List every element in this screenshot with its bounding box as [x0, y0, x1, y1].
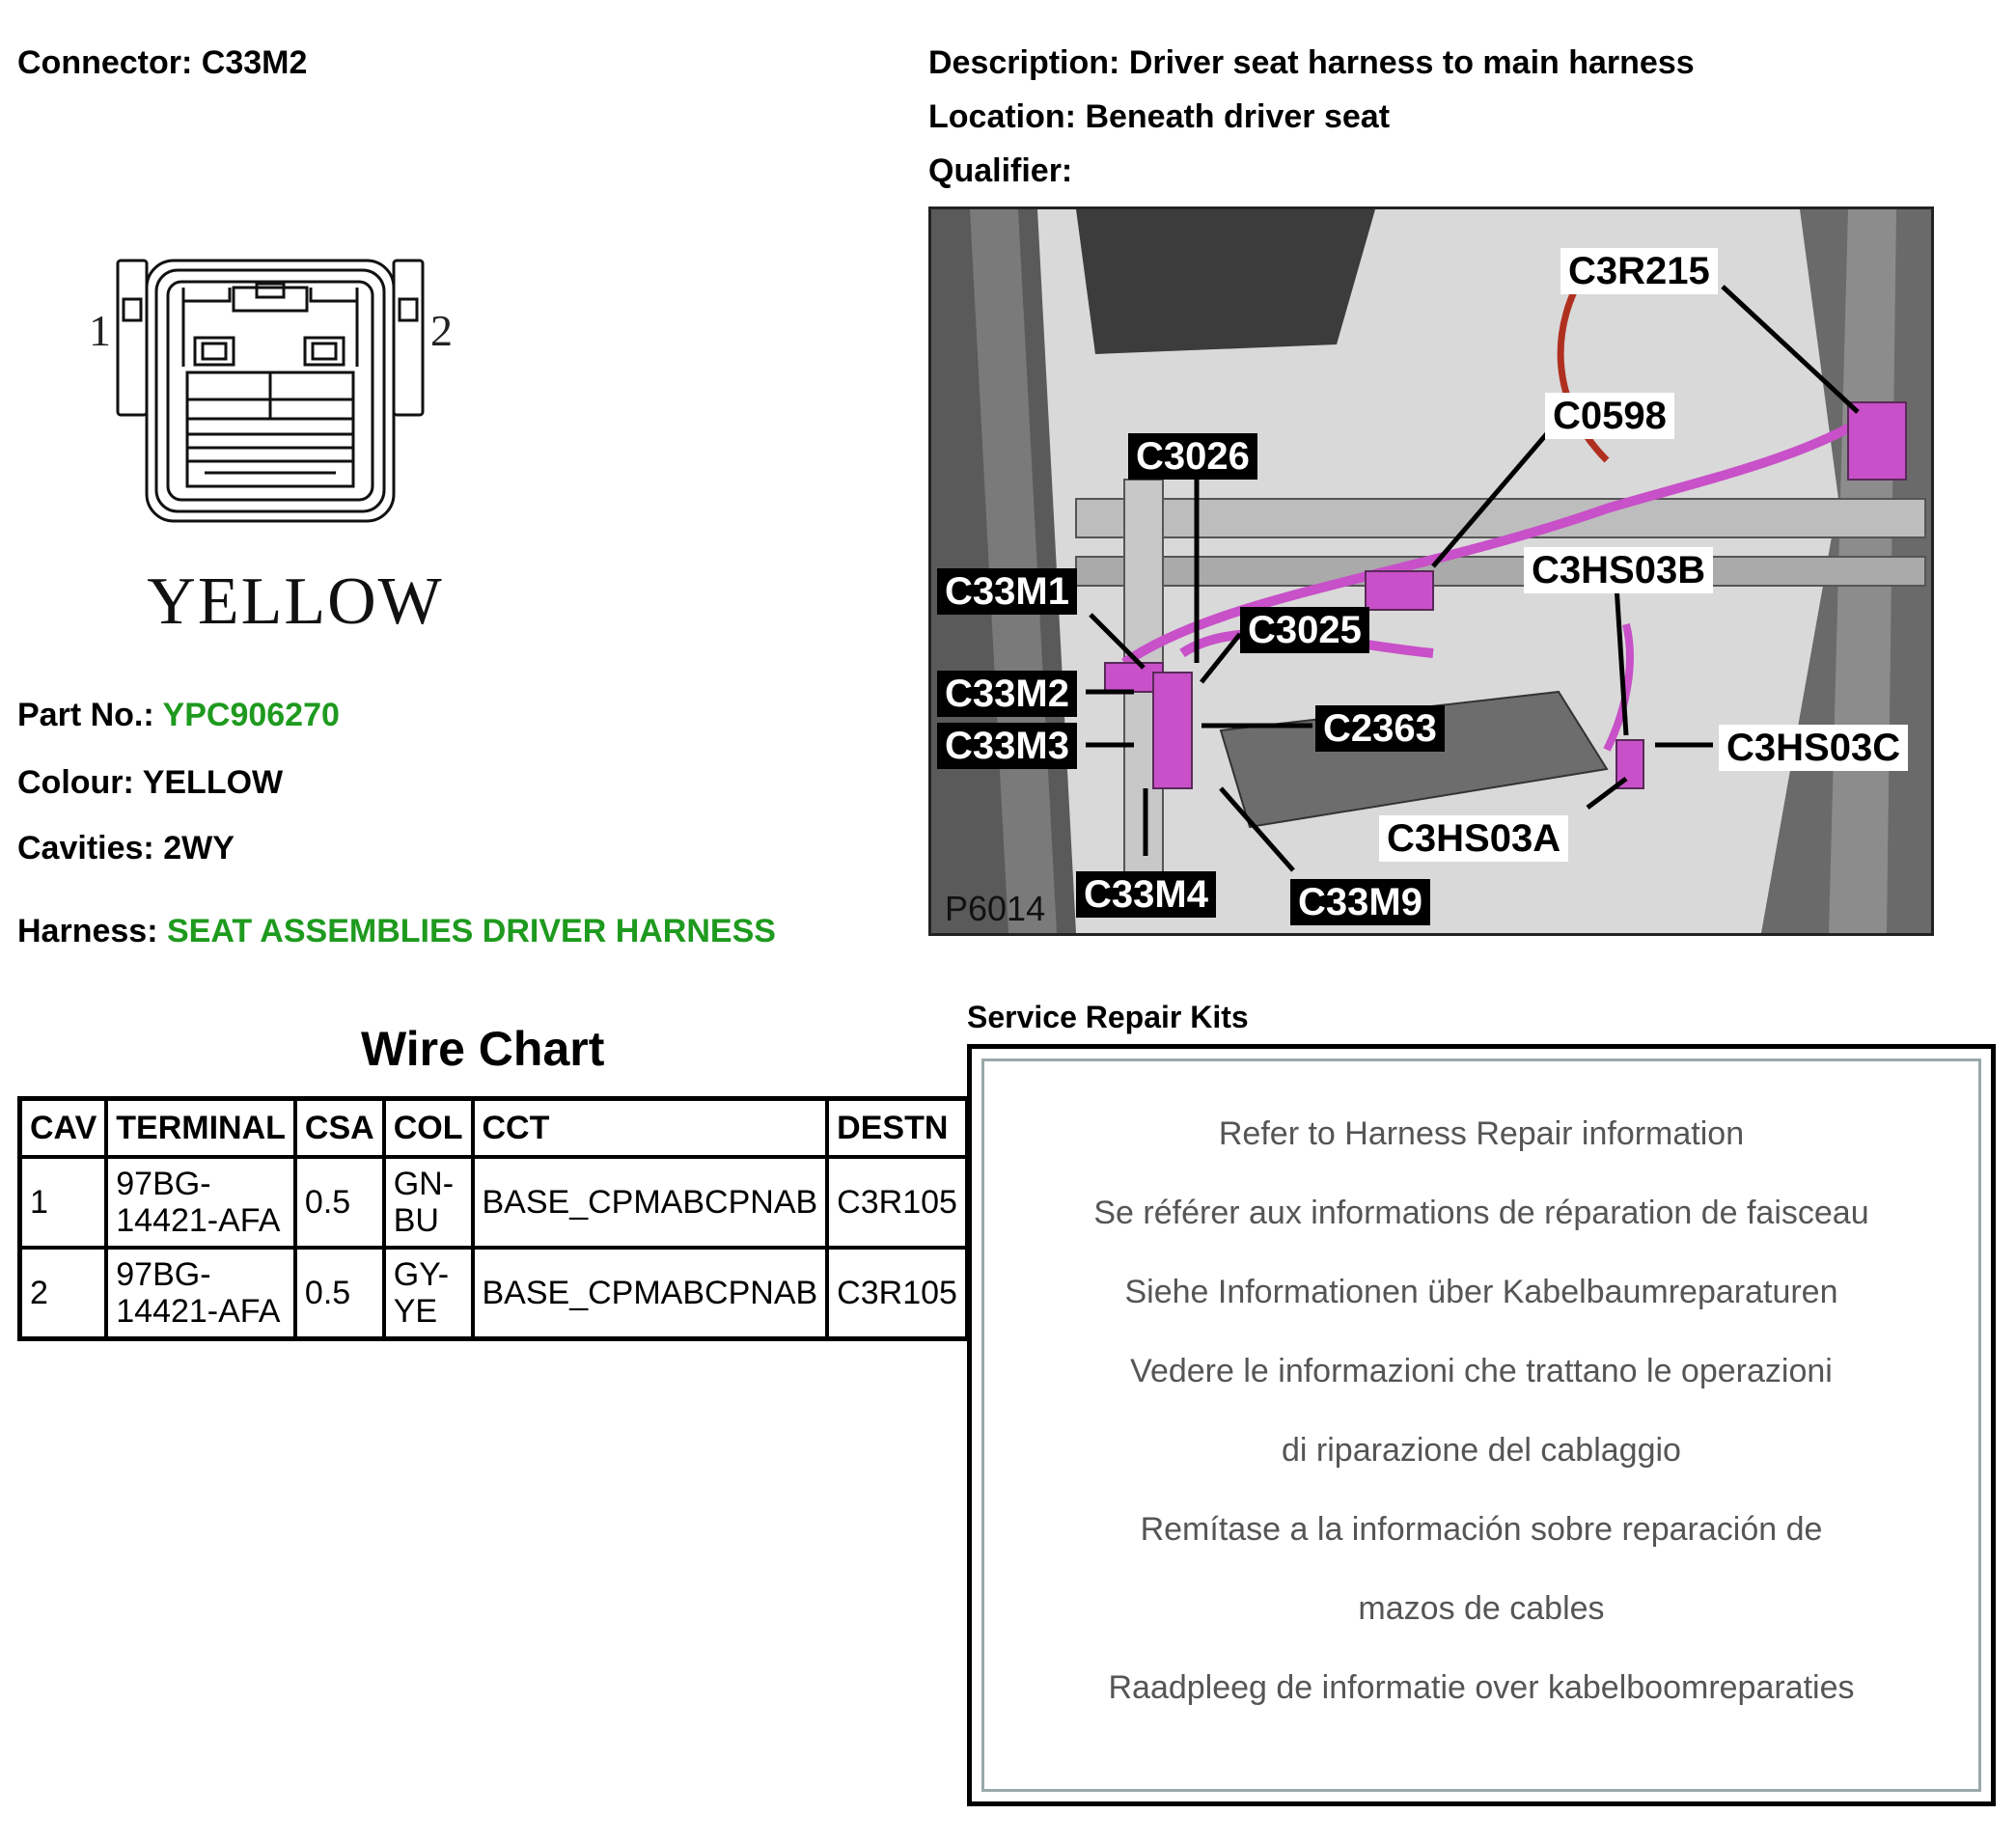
colour-value: YELLOW — [142, 764, 284, 801]
col-header-cav: CAV — [20, 1099, 107, 1158]
terminal-part-b: 14421-AFA — [116, 1293, 281, 1330]
cavities-label: Cavities: — [17, 830, 154, 866]
col-header-csa: CSA — [295, 1099, 384, 1158]
colour-label: Colour: — [17, 764, 134, 801]
diagram-colour-label: YELLOW — [147, 564, 444, 639]
cell-cav: 2 — [20, 1248, 107, 1339]
col-part-a: GN- — [393, 1166, 455, 1202]
location-value: Beneath driver seat — [1085, 98, 1391, 135]
callout-c3hs03b: C3HS03B — [1524, 547, 1713, 593]
part-no-label: Part No.: — [17, 697, 154, 733]
cavities-value: 2WY — [163, 830, 235, 866]
wire-chart-title: Wire Chart — [361, 1022, 605, 1076]
cell-cct: BASE_CPMABCPNAB — [473, 1157, 828, 1248]
cell-destn: C3R105 — [827, 1157, 967, 1248]
cell-cav: 1 — [20, 1157, 107, 1248]
callout-c33m2: C33M2 — [937, 671, 1077, 717]
col-part-a: GY- — [393, 1256, 450, 1293]
cell-destn: C3R105 — [827, 1248, 967, 1339]
srk-line-it-1: Vedere le informazioni che trattano le operazioni — [1130, 1353, 1833, 1389]
callout-c3026: C3026 — [1128, 433, 1257, 480]
wire-chart-header-row — [20, 1099, 968, 1158]
callout-c33m9: C33M9 — [1290, 879, 1430, 925]
location-info — [928, 98, 1390, 136]
colour-info — [17, 764, 283, 802]
connector-value: C33M2 — [201, 44, 308, 81]
srk-line-fr: Se référer aux informations de réparation de faisceau — [1093, 1195, 1869, 1231]
connector-drawing — [87, 241, 473, 646]
terminal-part-a: 97BG- — [116, 1166, 211, 1202]
callout-c33m1: C33M1 — [937, 568, 1077, 615]
callout-c3025: C3025 — [1240, 607, 1369, 653]
col-header-col: COL — [384, 1099, 473, 1158]
pin-2-label: 2 — [430, 306, 453, 355]
table-row — [20, 1157, 968, 1248]
location-label: Location: — [928, 98, 1076, 135]
col-header-terminal: TERMINAL — [106, 1099, 295, 1158]
col-header-destn: DESTN — [827, 1099, 967, 1158]
col-part-b: YE — [393, 1293, 438, 1330]
callout-c2363: C2363 — [1315, 705, 1445, 752]
service-repair-kits-inner — [981, 1058, 1981, 1792]
table-row — [20, 1248, 968, 1339]
cell-csa: 0.5 — [295, 1157, 384, 1248]
part-no-info — [17, 697, 340, 734]
location-photo — [928, 206, 1934, 936]
cell-col — [384, 1248, 473, 1339]
callout-c3hs03a: C3HS03A — [1379, 815, 1568, 862]
connector-info — [17, 44, 307, 82]
cell-terminal — [106, 1157, 295, 1248]
callout-c33m3: C33M3 — [937, 723, 1077, 769]
service-repair-kits-title: Service Repair Kits — [967, 1000, 1249, 1034]
qualifier-label: Qualifier: — [928, 152, 1073, 189]
description-value: Driver seat harness to main harness — [1128, 44, 1695, 81]
cell-cct: BASE_CPMABCPNAB — [473, 1248, 828, 1339]
callout-c33m4: C33M4 — [1076, 871, 1216, 918]
qualifier-info — [928, 152, 1072, 190]
cell-terminal — [106, 1248, 295, 1339]
part-no-link[interactable]: YPC906270 — [162, 697, 340, 733]
service-repair-kits-box — [967, 1044, 1996, 1806]
wire-chart-table — [17, 1096, 970, 1341]
photo-id: P6014 — [945, 889, 1046, 928]
cell-col — [384, 1157, 473, 1248]
description-label: Description: — [928, 44, 1120, 81]
harness-link[interactable]: SEAT ASSEMBLIES DRIVER HARNESS — [166, 913, 776, 949]
callout-c3hs03c: C3HS03C — [1719, 725, 1908, 771]
connector-face-diagram — [87, 241, 473, 646]
connector-label: Connector: — [17, 44, 193, 81]
pin-1-label: 1 — [89, 306, 111, 355]
terminal-part-b: 14421-AFA — [116, 1202, 281, 1239]
description-info — [928, 44, 1695, 82]
srk-line-en: Refer to Harness Repair information — [1218, 1115, 1745, 1152]
srk-line-de: Siehe Informationen über Kabelbaumreparaturen — [1124, 1274, 1838, 1310]
srk-line-nl: Raadpleeg de informatie over kabelboomreparaties — [1108, 1669, 1855, 1706]
srk-line-it-2: di riparazione del cablaggio — [1282, 1432, 1681, 1469]
srk-line-es-1: Remítase a la información sobre reparación de — [1140, 1511, 1823, 1548]
terminal-part-a: 97BG- — [116, 1256, 211, 1293]
harness-label: Harness: — [17, 913, 158, 949]
callout-c0598: C0598 — [1545, 393, 1674, 439]
callout-c3r215: C3R215 — [1560, 248, 1718, 294]
col-header-cct: CCT — [473, 1099, 828, 1158]
cavities-info — [17, 830, 235, 867]
cell-csa: 0.5 — [295, 1248, 384, 1339]
harness-info — [17, 913, 776, 950]
col-part-b: BU — [393, 1202, 439, 1239]
srk-line-es-2: mazos de cables — [1358, 1590, 1605, 1627]
